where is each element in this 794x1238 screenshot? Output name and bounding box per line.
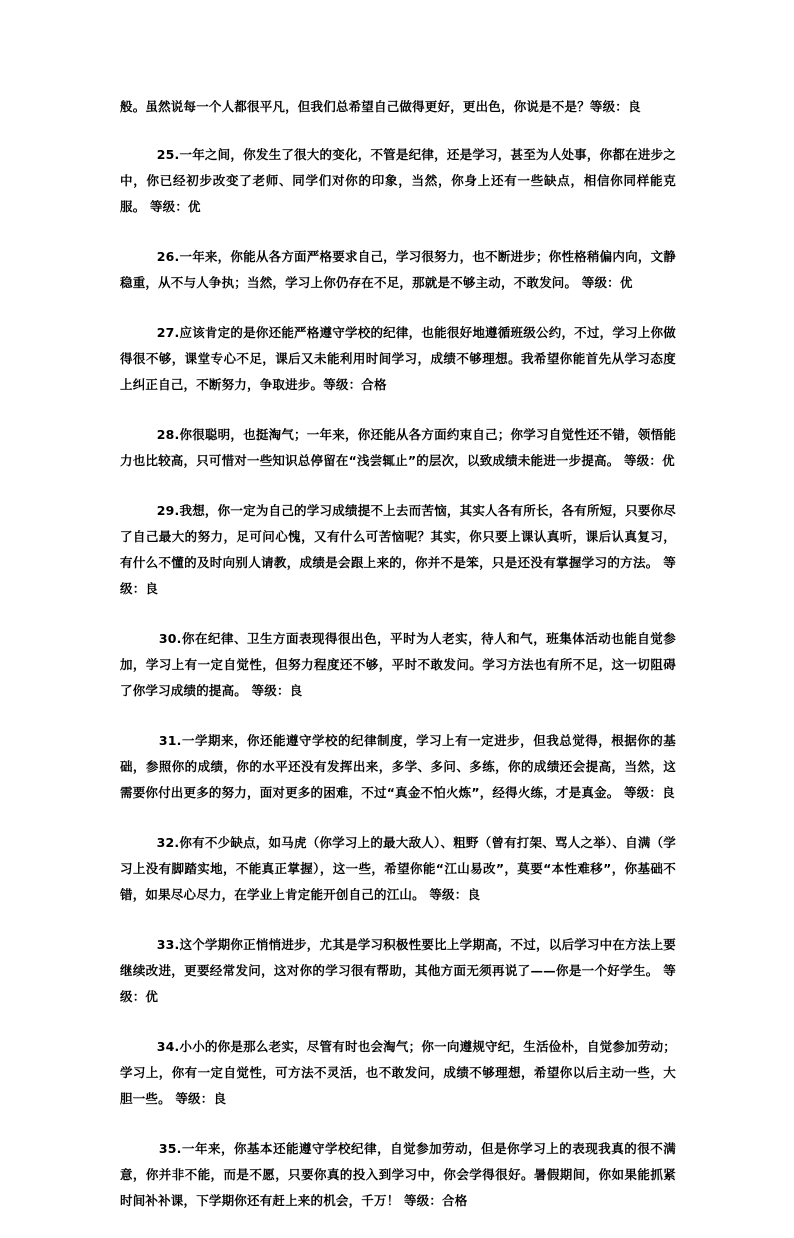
paragraph-continuation: 般。虽然说每一个人都很平凡，但我们总希望自己做得更好，更出色，你说是不是？等级：良 bbox=[120, 99, 641, 114]
paragraph-33: 33.这个学期你正悄悄进步，尤其是学习积极性要比上学期高，不过，以后学习中在方法上要继续改进，更要经常发问，这对你的学习很有帮助，其他方面无须再说了——你是一个好学生。 等级：优 bbox=[120, 937, 677, 1004]
paragraph-25: 25.一年之间，你发生了很大的变化，不管是纪律，还是学习，甚至为人处事，你都在进步之中，你已经初步改变了老师、同学们对你的印象，当然，你身上还有一些缺点，相信你同样能克服。 等级：优 bbox=[120, 147, 677, 214]
paragraph-32: 32.你有不少缺点，如马虎（你学习上的最大敌人）、粗野（曾有打架、骂人之举）、自满（学习上没有脚踏实地，不能真正掌握），这一些，希望你能“江山易改”，莫要“本性难移”，你基础不错，如果尽心尽力，在学业上肯定能开创自己的江山。 等级：良 bbox=[120, 835, 676, 902]
paragraph-34: 34.小小的你是那么老实，尽管有时也会淘气；你一向遵规守纪，生活俭朴，自觉参加劳动；学习上，你有一定自觉性，可方法不灵活，也不敢发问，成绩不够理想，希望你以后主动一些，大胆一些。 等级：良 bbox=[120, 1039, 677, 1106]
paragraph-27: 27.应该肯定的是你还能严格遵守学校的纪律，也能很好地遵循班级公约，不过，学习上你做得很不够，课堂专心不足，课后又未能利用时间学习，成绩不够理想。我希望你能首先从学习态度上纠正自己，不断努力，争取进步。等级：合格 bbox=[120, 325, 677, 392]
paragraph-30: 30.你在纪律、卫生方面表现得很出色，平时为人老实，待人和气，班集体活动也能自觉参加，学习上有一定自觉性，但努力程度还不够，平时不敢发问。学习方法也有所不足，这一切阻碍了你学习成绩的提高。 等级：良 bbox=[120, 631, 676, 698]
paragraph-31: 31.一学期来，你还能遵守学校的纪律制度，学习上有一定进步，但我总觉得，根据你的基础，参照你的成绩，你的水平还没有发挥出来，多学、多问、多练，你的成绩还会提高，当然，这需要你付出更多的努力，面对更多的困难，不过“真金不怕火炼”，经得火练，才是真金。 等级：良 bbox=[120, 733, 676, 800]
document-page bbox=[120, 94, 676, 1238]
paragraph-28: 28.你很聪明，也挺淘气；一年来，你还能从各方面约束自己；你学习自觉性还不错，领悟能力也比较高，只可惜对一些知识总停留在“浅尝辄止”的层次，以致成绩未能进一步提高。 等级：优 bbox=[120, 427, 677, 468]
paragraph-29: 29.我想，你一定为自己的学习成绩提不上去而苦恼，其实人各有所长，各有所短，只要你尽了自己最大的努力，足可问心愧，又有什么可苦恼呢？其实，你只要上课认真听，课后认真复习，有什么不懂的及时向别人请教，成绩是会跟上来的，你并不是笨，只是还没有掌握学习的方法。 等级：良 bbox=[120, 503, 677, 596]
paragraph-26: 26.一年来，你能从各方面严格要求自己，学习很努力，也不断进步；你性格稍偏内向，文静稳重，从不与人争执；当然，学习上你仍存在不足，那就是不够主动，不敢发问。 等级：优 bbox=[120, 249, 677, 290]
paragraph-35: 35.一年来，你基本还能遵守学校纪律，自觉参加劳动，但是你学习上的表现我真的很不满意，你并非不能，而是不愿，只要你真的投入到学习中，你会学得很好。暑假期间，你如果能抓紧时间补补课，下学期你还有赶上来的机会，千万！ 等级：合格 bbox=[120, 1141, 676, 1208]
